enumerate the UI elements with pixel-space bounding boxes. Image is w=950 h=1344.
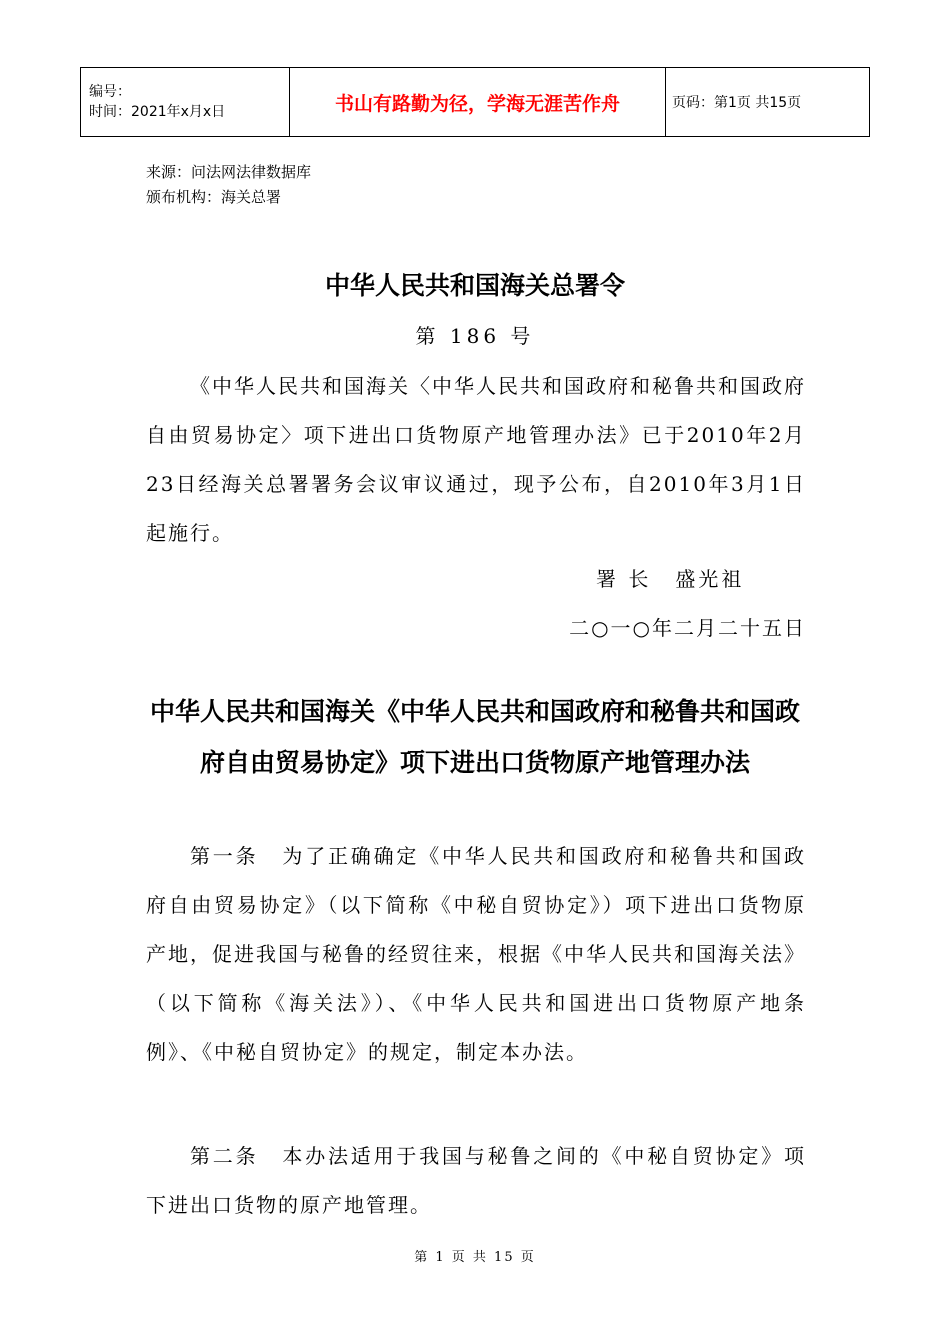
order-number: 第 186 号 — [415, 324, 535, 348]
header-number-time-cell — [81, 68, 290, 137]
regulation-title: 中华人民共和国海关《中华人民共和国政府和秘鲁共和国政府自由贸易协定》项下进出口货物原产地管理办法 — [149, 697, 800, 777]
order-title: 中华人民共和国海关总署令 — [324, 271, 625, 300]
signer-title: 署 长 — [596, 567, 652, 591]
document-header — [80, 67, 870, 137]
article-1-text: 为了正确确定《中华人民共和国政府和秘鲁共和国政府自由贸易协定》（以下简称《中秘自贸协定》）项下进出口货物原产地，促进我国与秘鲁的经贸往来，根据《中华人民共和国海关法》（以下简称《海关法》）、《中华人民共和国进出口货物原产地条例》、《中秘自贸协定》的规定，制定本办法。 — [146, 844, 807, 1064]
article-1 — [146, 832, 806, 1077]
source-line: 来源：问法网法律数据库 — [146, 163, 312, 181]
article-2-text: 本办法适用于我国与秘鲁之间的《中秘自贸协定》项下进出口货物的原产地管理。 — [146, 1144, 807, 1217]
page-footer: 第 1 页 共 15 页 — [414, 1250, 536, 1265]
signer-name: 盛光祖 — [675, 567, 745, 591]
article-2 — [146, 1132, 806, 1230]
order-announcement: 《中华人民共和国海关〈中华人民共和国政府和秘鲁共和国政府自由贸易协定〉项下进出口货物原产地管理办法》已于2010年2月23日经海关总署署务会议审议通过，现予公布，自2010年3月1日起施行。 — [146, 374, 806, 545]
order-date: 二○一○年二月二十五日 — [569, 616, 806, 640]
header-motto: 书山有路勤为径，学海无涯苦作舟 — [290, 68, 666, 137]
article-1-label: 第一条 — [190, 844, 259, 868]
number-label: 编号： — [89, 84, 131, 100]
document-meta — [146, 160, 311, 210]
signer-line — [596, 563, 744, 592]
article-2-label: 第二条 — [190, 1144, 259, 1168]
header-page-info: 页码：第1页 共15页 — [666, 68, 870, 137]
issuer-line: 颁布机构：海关总署 — [146, 188, 282, 206]
time-label: 时间：2021年x月x日 — [89, 104, 226, 120]
